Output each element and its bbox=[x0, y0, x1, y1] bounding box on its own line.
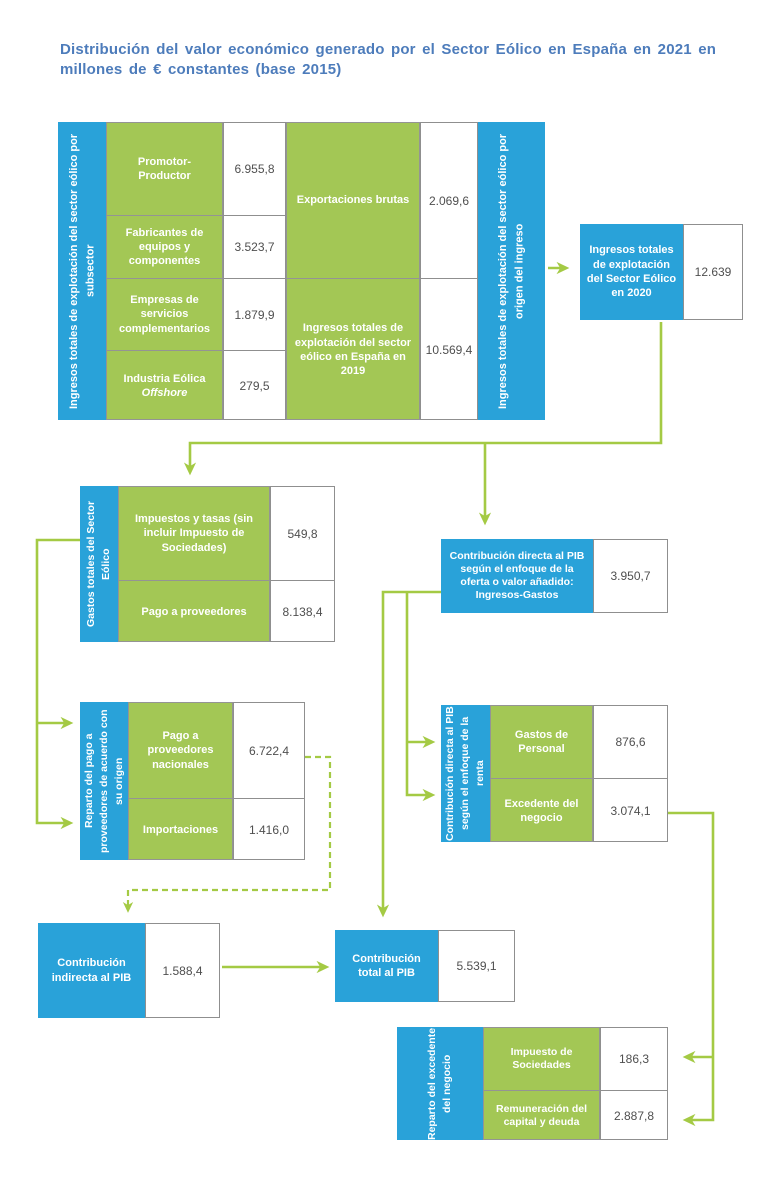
cell-label-text: Fabricantes de equipos y componentes bbox=[125, 226, 204, 268]
block-ingresos-2020 bbox=[580, 224, 743, 320]
cell-value bbox=[224, 123, 285, 216]
cell-label bbox=[287, 279, 419, 420]
cell-value bbox=[601, 1091, 667, 1140]
arrow-gastos-to-reparto-bottom bbox=[37, 540, 80, 823]
cell-label-text: Promotor-Productor bbox=[137, 155, 192, 182]
cell-value-text: 1.416,0 bbox=[248, 823, 290, 837]
cell-label-text: Ingresos totales de explotación del sector eólico en España en 2019 bbox=[294, 322, 412, 378]
cell-value bbox=[594, 779, 667, 842]
side-label-origen-text: Ingresos totales de explotación del sector eólico por origen del ingreso bbox=[497, 133, 526, 409]
cell-value bbox=[224, 279, 285, 351]
cell-value-text: 186,3 bbox=[618, 1052, 650, 1066]
oferta-label bbox=[441, 539, 593, 613]
side-label-renta bbox=[441, 705, 490, 842]
arrow-oferta-to-total bbox=[383, 592, 441, 914]
side-label-reparto-pago bbox=[80, 702, 128, 860]
cell-value bbox=[224, 351, 285, 420]
cell-label bbox=[119, 581, 269, 642]
cell-label-text: Pago a proveedores bbox=[141, 605, 247, 618]
cell-value bbox=[234, 703, 304, 799]
title-line1: Distribución del valor económico generado por el Sector Eólico en España en 2021 en bbox=[60, 41, 717, 58]
cell-value-text: 549,8 bbox=[287, 526, 318, 541]
ingresos-2020-value bbox=[683, 224, 743, 320]
cell-value bbox=[224, 216, 285, 279]
cell-label bbox=[491, 779, 592, 842]
cell-value-text: 2.887,8 bbox=[613, 1109, 655, 1123]
page-title bbox=[60, 40, 762, 80]
side-label-reparto-excedente-text: Reparto del excedente del negocio bbox=[426, 1027, 453, 1140]
block-reparto-excedente bbox=[397, 1027, 668, 1140]
cell-value-text: 876,6 bbox=[615, 735, 646, 749]
origen-values-column bbox=[420, 122, 478, 420]
renta-values-column bbox=[593, 705, 668, 842]
arrow-oferta-to-renta-bottom bbox=[407, 592, 432, 795]
cell-value-text: 3.074,1 bbox=[610, 804, 651, 818]
block-oferta bbox=[441, 539, 668, 613]
block-total bbox=[335, 930, 515, 1002]
side-label-reparto-pago-text: Reparto del pago a proveedores de acuerdo con su origen bbox=[82, 709, 125, 853]
cell-label bbox=[491, 706, 592, 779]
cell-value-text: 279,5 bbox=[239, 379, 270, 393]
origen-labels-column bbox=[286, 122, 420, 420]
block-gastos bbox=[80, 486, 335, 642]
label-text: Ingresos totales de explotación del Sector Eólico en 2020 bbox=[586, 244, 677, 300]
cell-label-text: Empresas de servicios complementarios bbox=[118, 294, 211, 335]
cell-label bbox=[107, 216, 222, 279]
cell-label bbox=[107, 123, 222, 216]
cell-label-text: Impuesto de Sociedades bbox=[510, 1045, 573, 1071]
cell-value-text: 6.722,4 bbox=[248, 743, 290, 758]
ingresos-2020-label bbox=[580, 224, 683, 320]
cell-label-italic-text: Offshore bbox=[141, 387, 188, 399]
cell-label bbox=[107, 279, 222, 351]
cell-label bbox=[107, 351, 222, 420]
value-text: 3.950,7 bbox=[610, 569, 651, 583]
value-text: 5.539,1 bbox=[456, 959, 497, 973]
cell-label bbox=[119, 487, 269, 581]
subsector-values-column bbox=[223, 122, 286, 420]
cell-value-text: 3.523,7 bbox=[234, 240, 275, 254]
cell-label bbox=[484, 1091, 599, 1140]
cell-value bbox=[234, 799, 304, 860]
cell-label-text: Importaciones bbox=[142, 823, 219, 836]
cell-value bbox=[271, 487, 334, 581]
subsector-labels-column bbox=[106, 122, 223, 420]
cell-value bbox=[421, 279, 477, 420]
cell-value-text: 8.138,4 bbox=[282, 605, 323, 619]
block-reparto-pago bbox=[80, 702, 305, 860]
block-ingresos-top bbox=[58, 122, 545, 420]
cell-label-text: Pago a proveedores nacionales bbox=[147, 730, 214, 771]
side-label-origen bbox=[478, 122, 545, 420]
reparto-pago-labels-column bbox=[128, 702, 233, 860]
gastos-values-column bbox=[270, 486, 335, 642]
arrow-excedente-to-remuneracion bbox=[668, 813, 713, 1120]
side-label-gastos bbox=[80, 486, 118, 642]
total-label bbox=[335, 930, 438, 1002]
block-indirecta bbox=[38, 923, 220, 1018]
cell-value-text: 6.955,8 bbox=[234, 162, 275, 176]
cell-label bbox=[129, 703, 232, 799]
renta-labels-column bbox=[490, 705, 593, 842]
reparto-pago-values-column bbox=[233, 702, 305, 860]
block-renta bbox=[441, 705, 668, 842]
side-label-gastos-text: Gastos totales del Sector Eólico bbox=[85, 500, 112, 628]
value-text: 1.588,4 bbox=[162, 963, 203, 978]
cell-value bbox=[421, 123, 477, 279]
cell-label-text: Gastos de Personal bbox=[514, 728, 569, 755]
cell-value-text: 2.069,6 bbox=[428, 193, 470, 208]
cell-value bbox=[271, 581, 334, 642]
gastos-labels-column bbox=[118, 486, 270, 642]
cell-value bbox=[601, 1028, 667, 1091]
label-text: Contribución directa al PIB según el enfoque de la oferta o valor añadido: Ingresos-Gastos bbox=[449, 549, 585, 602]
oferta-value bbox=[593, 539, 668, 613]
total-value bbox=[438, 930, 515, 1002]
cell-label-text: Remuneración del capital y deuda bbox=[495, 1102, 588, 1128]
title-line2: millones de € constantes (base 2015) bbox=[60, 60, 342, 78]
cell-label-text: Exportaciones brutas bbox=[296, 194, 410, 207]
indirecta-value bbox=[145, 923, 220, 1018]
side-label-renta-text: Contribución directa al PIB según el enfoque de la renta bbox=[444, 706, 486, 841]
cell-label bbox=[287, 123, 419, 279]
reparto-excedente-labels-column bbox=[483, 1027, 600, 1140]
cell-label-text: Industria Eólica bbox=[123, 372, 206, 385]
side-label-subsector bbox=[58, 122, 106, 420]
cell-value-text: 1.879,9 bbox=[234, 307, 275, 322]
cell-value-text: 10.569,4 bbox=[425, 343, 473, 357]
cell-label bbox=[484, 1028, 599, 1091]
cell-label-text: Impuestos y tasas (sin incluir Impuesto de Sociedades) bbox=[135, 513, 253, 554]
side-label-reparto-excedente bbox=[397, 1027, 483, 1140]
cell-value bbox=[594, 706, 667, 779]
indirecta-label bbox=[38, 923, 145, 1018]
label-text: Contribución indirecta al PIB bbox=[51, 957, 132, 984]
side-label-subsector-text: Ingresos totales de explotación del sector eólico por subsector bbox=[67, 133, 96, 409]
reparto-excedente-values-column bbox=[600, 1027, 668, 1140]
cell-label-text: Excedente del negocio bbox=[504, 797, 579, 824]
cell-label bbox=[129, 799, 232, 860]
label-text: Contribución total al PIB bbox=[352, 952, 421, 979]
value-text: 12.639 bbox=[694, 265, 732, 279]
